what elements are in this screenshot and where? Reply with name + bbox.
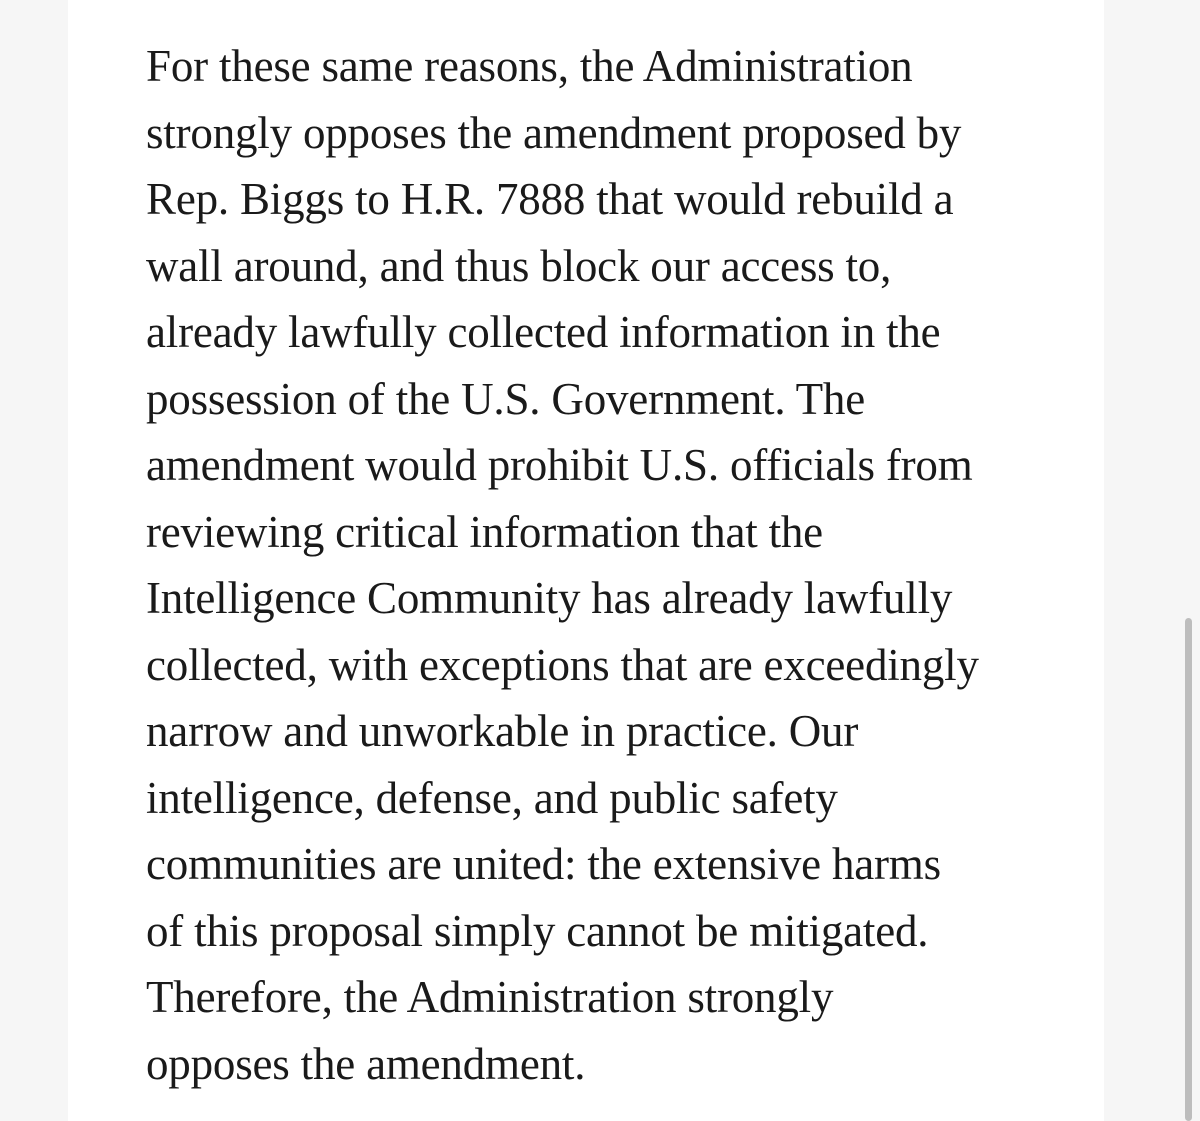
paragraph-line: Intelligence Community has already lawfully <box>146 573 953 623</box>
paragraph-line: For these same reasons, the Administration <box>146 41 913 91</box>
paragraph-line: wall around, and thus block our access to, <box>146 240 892 291</box>
paragraph-line: possession of the U.S. Government. The <box>146 373 865 424</box>
paragraph-line: Therefore, the Administration strongly <box>146 972 834 1022</box>
paragraph-line: of this proposal simply cannot be mitigated. <box>146 905 929 956</box>
paragraph-line: Rep. Biggs to H.R. 7888 that would rebuild a <box>146 174 954 224</box>
paragraph-line: already lawfully collected information in the <box>146 307 941 357</box>
paragraph-line: reviewing critical information that the <box>146 506 823 557</box>
paragraph-line: opposes the amendment. <box>146 1038 586 1089</box>
left-margin <box>0 0 68 1121</box>
paragraph-line: collected, with exceptions that are exceedingly <box>146 639 979 690</box>
scrollbar-thumb[interactable] <box>1185 618 1192 1121</box>
paragraph-line: amendment would prohibit U.S. officials from <box>146 440 973 490</box>
paragraph-line: strongly opposes the amendment proposed by <box>146 107 962 158</box>
statement-paragraph <box>146 33 1086 1097</box>
paragraph-line: narrow and unworkable in practice. Our <box>146 706 859 756</box>
paragraph-line: communities are united: the extensive harms <box>146 839 941 889</box>
paragraph-line: intelligence, defense, and public safety <box>146 772 838 823</box>
